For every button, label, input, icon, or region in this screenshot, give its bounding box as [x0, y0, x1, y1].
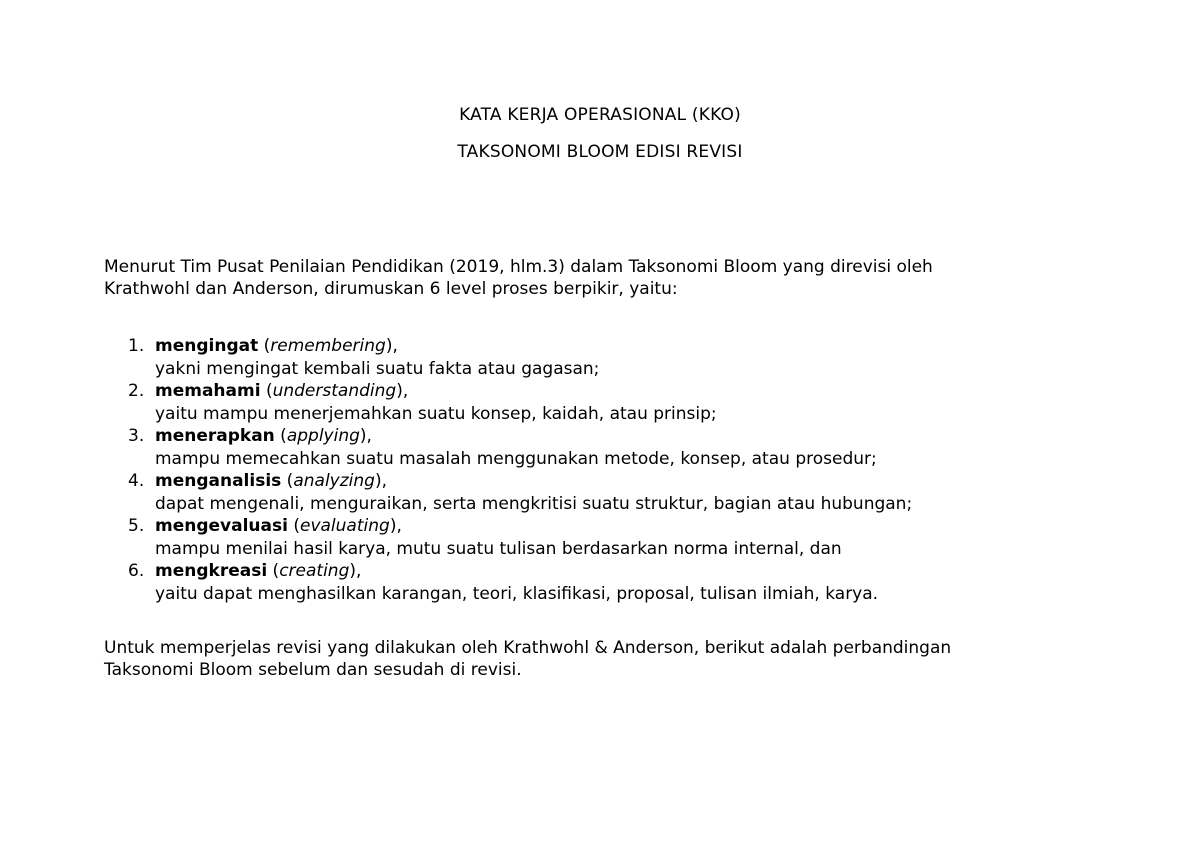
level-heading: menerapkan (applying), — [155, 426, 372, 446]
level-description: mampu memecahkan suatu masalah menggunakan metode, konsep, atau prosedur; — [155, 448, 877, 469]
level-term: menerapkan — [155, 426, 275, 446]
intro-paragraph — [104, 256, 1104, 300]
list-item — [104, 560, 1104, 605]
level-term: mengevaluasi — [155, 516, 288, 536]
list-number: 3. — [128, 426, 145, 446]
level-english-term: analyzing — [293, 471, 375, 491]
level-english-term: applying — [286, 426, 360, 446]
list-number: 5. — [128, 516, 145, 536]
document-subtitle: TAKSONOMI BLOOM EDISI REVISI — [457, 142, 743, 162]
level-term: menganalisis — [155, 471, 282, 491]
level-description: yaitu mampu menerjemahkan suatu konsep, kaidah, atau prinsip; — [155, 403, 717, 424]
level-heading: mengevaluasi (evaluating), — [155, 516, 402, 536]
level-term: mengingat — [155, 336, 259, 356]
intro-line: Menurut Tim Pusat Penilaian Pendidikan (2019, hlm.3) dalam Taksonomi Bloom yang direvisi oleh — [104, 257, 933, 277]
list-item — [104, 380, 1104, 425]
list-item — [104, 515, 1104, 560]
list-number: 2. — [128, 381, 145, 401]
level-description: dapat mengenali, menguraikan, serta mengkritisi suatu struktur, bagian atau hubungan; — [155, 493, 913, 514]
list-number: 1. — [128, 336, 145, 356]
level-english-term: understanding — [272, 381, 397, 401]
level-english-term: evaluating — [300, 516, 390, 536]
level-description: yaitu dapat menghasilkan karangan, teori, klasifikasi, proposal, tulisan ilmiah, karya. — [155, 583, 879, 604]
list-number: 4. — [128, 471, 145, 491]
level-description: mampu menilai hasil karya, mutu suatu tulisan berdasarkan norma internal, dan — [155, 538, 842, 559]
level-heading: mengkreasi (creating), — [155, 561, 362, 581]
level-english-term: creating — [279, 561, 350, 581]
closing-line: Taksonomi Bloom sebelum dan sesudah di revisi. — [104, 660, 522, 680]
list-item — [104, 470, 1104, 515]
level-heading: mengingat (remembering), — [155, 336, 398, 356]
list-item — [104, 335, 1104, 380]
list-item — [104, 425, 1104, 470]
level-heading: memahami (understanding), — [155, 381, 409, 401]
closing-line: Untuk memperjelas revisi yang dilakukan oleh Krathwohl & Anderson, berikut adalah perbandingan — [104, 638, 952, 658]
level-heading: menganalisis (analyzing), — [155, 471, 387, 491]
closing-paragraph — [104, 637, 1104, 681]
thinking-levels-list — [104, 335, 1104, 605]
level-english-term: remembering — [270, 336, 386, 356]
level-term: mengkreasi — [155, 561, 268, 581]
level-term: memahami — [155, 381, 261, 401]
list-number: 6. — [128, 561, 145, 581]
intro-line: Krathwohl dan Anderson, dirumuskan 6 level proses berpikir, yaitu: — [104, 279, 678, 299]
level-description: yakni mengingat kembali suatu fakta atau gagasan; — [155, 358, 600, 379]
document-title: KATA KERJA OPERASIONAL (KKO) — [459, 105, 741, 125]
